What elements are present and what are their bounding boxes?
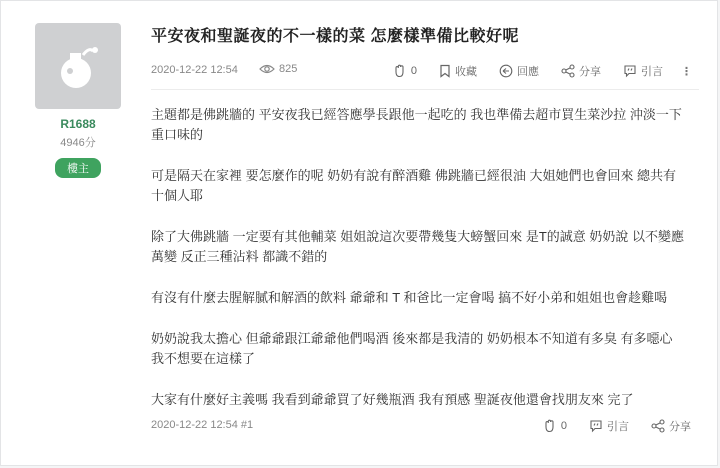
quote-icon	[589, 419, 603, 433]
reply-icon	[499, 64, 513, 78]
like-count: 0	[410, 65, 417, 77]
quote-label: 引言	[641, 66, 663, 78]
eye-icon	[259, 63, 275, 75]
post-paragraph: 大家有什麼好主義嗎 我看到爺爺買了好幾瓶酒 我有預感 聖誕夜他還會找朋友來 完了	[151, 392, 634, 407]
share-label: 分享	[579, 66, 601, 78]
footer-quote-label: 引言	[607, 421, 629, 433]
like-button[interactable]	[393, 64, 417, 78]
footer-like-button[interactable]	[543, 419, 567, 433]
post-footer-bar	[151, 418, 697, 434]
footer-share-label: 分享	[669, 421, 691, 433]
bookmark-icon	[439, 64, 451, 78]
post-actions	[371, 63, 691, 79]
reply-label: 回應	[517, 66, 539, 78]
save-button[interactable]	[439, 63, 477, 79]
post-body	[151, 105, 687, 431]
save-label: 收藏	[455, 66, 477, 78]
footer-like-count: 0	[560, 420, 567, 432]
share-icon	[561, 64, 575, 78]
author-panel	[33, 23, 123, 178]
post-datetime: 2020-12-22 12:54	[151, 64, 238, 76]
post-meta-bar	[151, 63, 697, 79]
post-footer-datetime: 2020-12-22 12:54 #1	[151, 419, 254, 431]
share-button[interactable]	[561, 63, 601, 79]
post-paragraph: 除了大佛跳牆 一定要有其他輔菜 姐姐說這次要帶幾隻大螃蟹回來 是T的誠意 奶奶說 以不變應萬變 反正三種沾料 都識不錯的	[151, 229, 685, 264]
post-paragraph: 有沒有什麼去腥解膩和解酒的飲料 爺爺和 T 和爸比一定會喝 搞不好小弟和姐姐也會趁雞喝	[151, 290, 668, 305]
footer-quote-button[interactable]	[589, 418, 629, 434]
bomb-avatar-icon	[35, 23, 121, 109]
avatar[interactable]	[35, 23, 121, 109]
op-badge: 樓主	[55, 158, 101, 178]
footer-actions	[521, 418, 691, 434]
view-counter	[259, 63, 297, 75]
quote-button[interactable]	[623, 63, 663, 79]
post-paragraph: 主題都是佛跳牆的 平安夜我已經答應學長跟他一起吃的 我也準備去超市買生菜沙拉 沖淡一下重口味的	[151, 107, 682, 142]
author-points: 4946分	[60, 137, 96, 149]
clap-icon	[543, 419, 557, 433]
reply-button[interactable]	[499, 63, 539, 79]
view-count: 825	[279, 63, 298, 75]
author-username[interactable]: R1688	[60, 117, 96, 131]
post-paragraph: 可是隔天在家裡 要怎麼作的呢 奶奶有說有醉酒雞 佛跳牆已經很油 大姐她們也會回來 總共有十個人耶	[151, 168, 677, 203]
post-title: 平安夜和聖誕夜的不一樣的菜 怎麼樣準備比較好呢	[151, 28, 519, 45]
share-icon	[651, 419, 665, 433]
post-paragraph: 奶奶說我太擔心 但爺爺跟江爺爺他們喝酒 後來都是我清的 奶奶根本不知道有多臭 有多噁心 我不想要在這樣了	[151, 331, 673, 366]
more-options-icon[interactable]: ⋮	[681, 65, 691, 78]
clap-icon	[393, 64, 407, 78]
footer-share-button[interactable]	[651, 418, 691, 434]
quote-icon	[623, 64, 637, 78]
divider	[151, 89, 699, 90]
